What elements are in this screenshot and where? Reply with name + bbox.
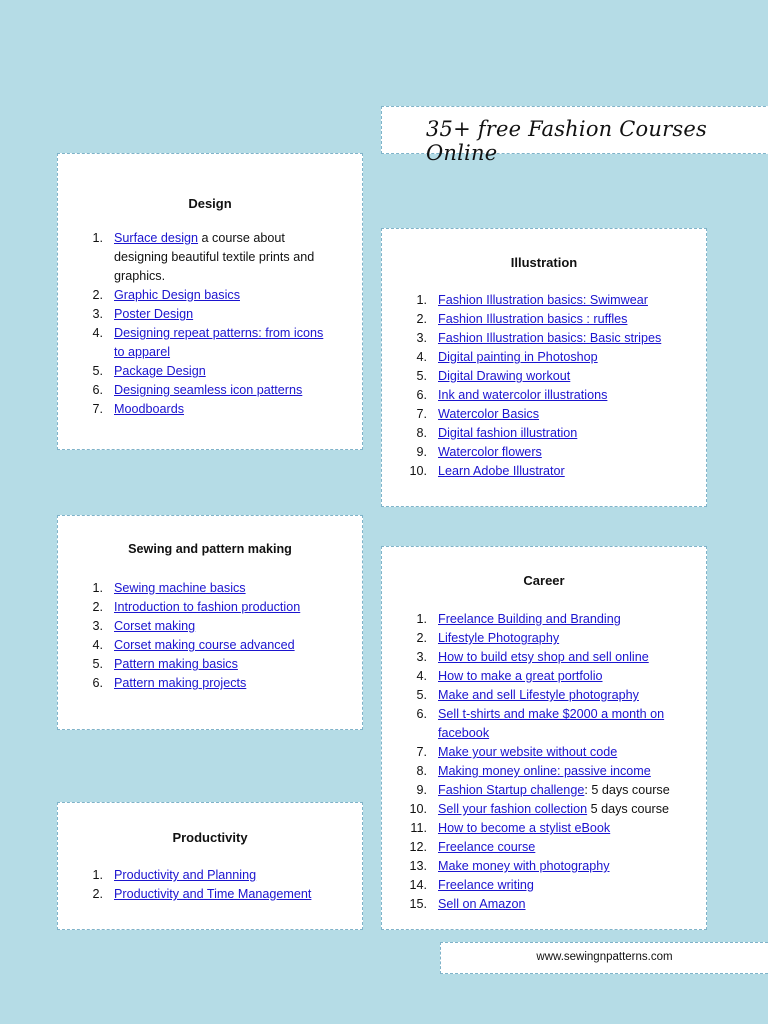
course-list-item	[407, 705, 697, 743]
course-list-item	[407, 610, 697, 629]
item-number: 15.	[409, 897, 427, 911]
item-number: 2.	[92, 887, 103, 901]
item-number: 3.	[416, 331, 427, 345]
course-link[interactable]: Surface design	[114, 231, 199, 245]
item-number: 12.	[409, 840, 427, 854]
item-number: 2.	[416, 312, 427, 326]
item-number: 3.	[416, 650, 427, 664]
course-link[interactable]: Moodboards	[114, 402, 185, 416]
sewing-card	[57, 515, 363, 730]
item-number: 10.	[409, 464, 427, 478]
item-number: 2.	[92, 600, 103, 614]
item-number: 8.	[416, 764, 427, 778]
course-link[interactable]: Digital painting in Photoshop	[438, 350, 598, 364]
course-list-item	[83, 636, 353, 655]
productivity-course-list	[83, 866, 353, 904]
productivity-card	[57, 802, 363, 930]
course-link[interactable]: How to become a stylist eBook	[438, 821, 611, 835]
item-number: 9.	[416, 783, 427, 797]
course-list-item	[407, 819, 697, 838]
item-number: 13.	[409, 859, 427, 873]
course-link[interactable]: Ink and watercolor illustrations	[438, 388, 608, 402]
design-heading: Design	[188, 196, 232, 211]
course-link[interactable]: Make money with photography	[438, 859, 610, 873]
course-link[interactable]: How to build etsy shop and sell online	[438, 650, 649, 664]
page-title: 35+ free Fashion Courses Online	[426, 117, 707, 165]
course-link[interactable]: Make and sell Lifestyle photography	[438, 688, 639, 702]
course-list-item	[83, 617, 353, 636]
course-link[interactable]: Sell on Amazon	[438, 897, 526, 911]
course-list-item	[83, 286, 333, 305]
item-number: 5.	[92, 364, 103, 378]
item-number: 3.	[92, 619, 103, 633]
course-link[interactable]: Making money online: passive income	[438, 764, 651, 778]
course-link[interactable]: Productivity and Time Management	[114, 887, 312, 901]
course-link[interactable]: Sewing machine basics	[114, 581, 246, 595]
course-link[interactable]: Graphic Design basics	[114, 288, 240, 302]
course-link[interactable]: Freelance writing	[438, 878, 534, 892]
course-list-item	[407, 367, 697, 386]
course-link[interactable]: Fashion Startup challenge	[438, 783, 585, 797]
course-list-item	[83, 885, 353, 904]
course-link[interactable]: Fashion Illustration basics: Basic stripes	[438, 331, 662, 345]
course-link[interactable]: Pattern making projects	[114, 676, 247, 690]
course-list-item	[407, 348, 697, 367]
course-link[interactable]: Fashion Illustration basics: Swimwear	[438, 293, 648, 307]
course-list-item	[407, 857, 697, 876]
item-number: 5.	[92, 657, 103, 671]
course-list-item	[407, 838, 697, 857]
course-list-item	[83, 579, 353, 598]
course-link[interactable]: Corset making course advanced	[114, 638, 295, 652]
course-link[interactable]: Freelance Building and Branding	[438, 612, 621, 626]
course-link[interactable]: Introduction to fashion production	[114, 600, 301, 614]
item-number: 6.	[92, 383, 103, 397]
course-list-item	[83, 655, 353, 674]
course-list-item	[407, 329, 697, 348]
course-list-item	[83, 866, 353, 885]
course-list-item	[83, 324, 333, 362]
course-list-item	[407, 667, 697, 686]
course-list-item	[407, 629, 697, 648]
item-number: 6.	[416, 388, 427, 402]
course-link[interactable]: Digital Drawing workout	[438, 369, 571, 383]
item-number: 1.	[416, 293, 427, 307]
course-link[interactable]: Watercolor Basics	[438, 407, 540, 421]
footer-url: www.sewingnpatterns.com	[536, 951, 673, 963]
item-number: 1.	[92, 868, 103, 882]
course-link[interactable]: Designing seamless icon patterns	[114, 383, 303, 397]
course-list-item	[83, 674, 353, 693]
course-link[interactable]: Sell t-shirts and make $2000 a month on facebook	[438, 707, 665, 740]
item-number: 6.	[416, 707, 427, 721]
course-link[interactable]: How to make a great portfolio	[438, 669, 603, 683]
item-number: 11.	[410, 821, 427, 835]
design-card	[57, 153, 363, 450]
item-number: 4.	[92, 326, 103, 340]
course-link[interactable]: Sell your fashion collection	[438, 802, 588, 816]
item-number: 7.	[92, 402, 103, 416]
course-list-item	[407, 781, 697, 800]
course-link[interactable]: Freelance course	[438, 840, 536, 854]
item-number: 5.	[416, 369, 427, 383]
course-link[interactable]: Pattern making basics	[114, 657, 238, 671]
item-number: 9.	[416, 445, 427, 459]
design-course-list	[83, 229, 333, 419]
course-list-item	[407, 648, 697, 667]
course-link[interactable]: Designing repeat patterns: from icons to apparel	[114, 326, 324, 359]
career-card	[381, 546, 707, 930]
course-list-item	[407, 405, 697, 424]
course-list-item	[407, 310, 697, 329]
item-number: 2.	[416, 631, 427, 645]
course-list-item	[83, 229, 333, 286]
course-list-item	[407, 291, 697, 310]
item-number: 7.	[416, 745, 427, 759]
illustration-card	[381, 228, 707, 507]
course-list-item	[407, 424, 697, 443]
course-link[interactable]: Lifestyle Photography	[438, 631, 560, 645]
course-link[interactable]: Package Design	[114, 364, 206, 378]
course-list-item	[407, 743, 697, 762]
course-link[interactable]: Digital fashion illustration	[438, 426, 578, 440]
item-number: 6.	[92, 676, 103, 690]
course-list-item	[407, 443, 697, 462]
course-list-item	[407, 386, 697, 405]
course-description: 5 days course	[587, 802, 670, 816]
item-number: 1.	[92, 581, 103, 595]
course-list-item	[83, 305, 333, 324]
productivity-heading: Productivity	[172, 830, 248, 845]
course-list-item	[83, 381, 333, 400]
course-description: : 5 days course	[584, 783, 670, 797]
career-course-list	[407, 610, 697, 914]
course-description: a course about designing beautiful textile prints and graphics.	[114, 231, 315, 283]
course-list-item	[407, 895, 697, 914]
course-list-item	[83, 598, 353, 617]
course-list-item	[407, 800, 697, 819]
footer-url-box	[440, 942, 768, 974]
item-number: 4.	[92, 638, 103, 652]
title-banner	[381, 106, 768, 165]
course-link[interactable]: Learn Adobe Illustrator	[438, 464, 565, 478]
course-list-item	[407, 462, 697, 481]
course-link[interactable]: Corset making	[114, 619, 196, 633]
course-link[interactable]: Fashion Illustration basics : ruffles	[438, 312, 628, 326]
course-list-item	[407, 876, 697, 895]
course-link[interactable]: Watercolor flowers	[438, 445, 542, 459]
item-number: 4.	[416, 350, 427, 364]
illustration-heading: Illustration	[510, 255, 578, 270]
item-number: 14.	[409, 878, 427, 892]
item-number: 7.	[416, 407, 427, 421]
course-link[interactable]: Poster Design	[114, 307, 194, 321]
course-list-item	[83, 362, 333, 381]
item-number: 1.	[92, 231, 103, 245]
course-list-item	[83, 400, 333, 419]
course-list-item	[407, 762, 697, 781]
course-list-item	[407, 686, 697, 705]
item-number: 3.	[92, 307, 103, 321]
career-heading: Career	[523, 573, 565, 588]
sewing-course-list	[83, 579, 353, 693]
item-number: 5.	[416, 688, 427, 702]
sewing-heading: Sewing and pattern making	[128, 542, 292, 556]
item-number: 4.	[416, 669, 427, 683]
illustration-course-list	[407, 291, 697, 481]
item-number: 10.	[409, 802, 427, 816]
item-number: 2.	[92, 288, 103, 302]
course-link[interactable]: Productivity and Planning	[114, 868, 257, 882]
item-number: 8.	[416, 426, 427, 440]
course-link[interactable]: Make your website without code	[438, 745, 618, 759]
item-number: 1.	[416, 612, 427, 626]
